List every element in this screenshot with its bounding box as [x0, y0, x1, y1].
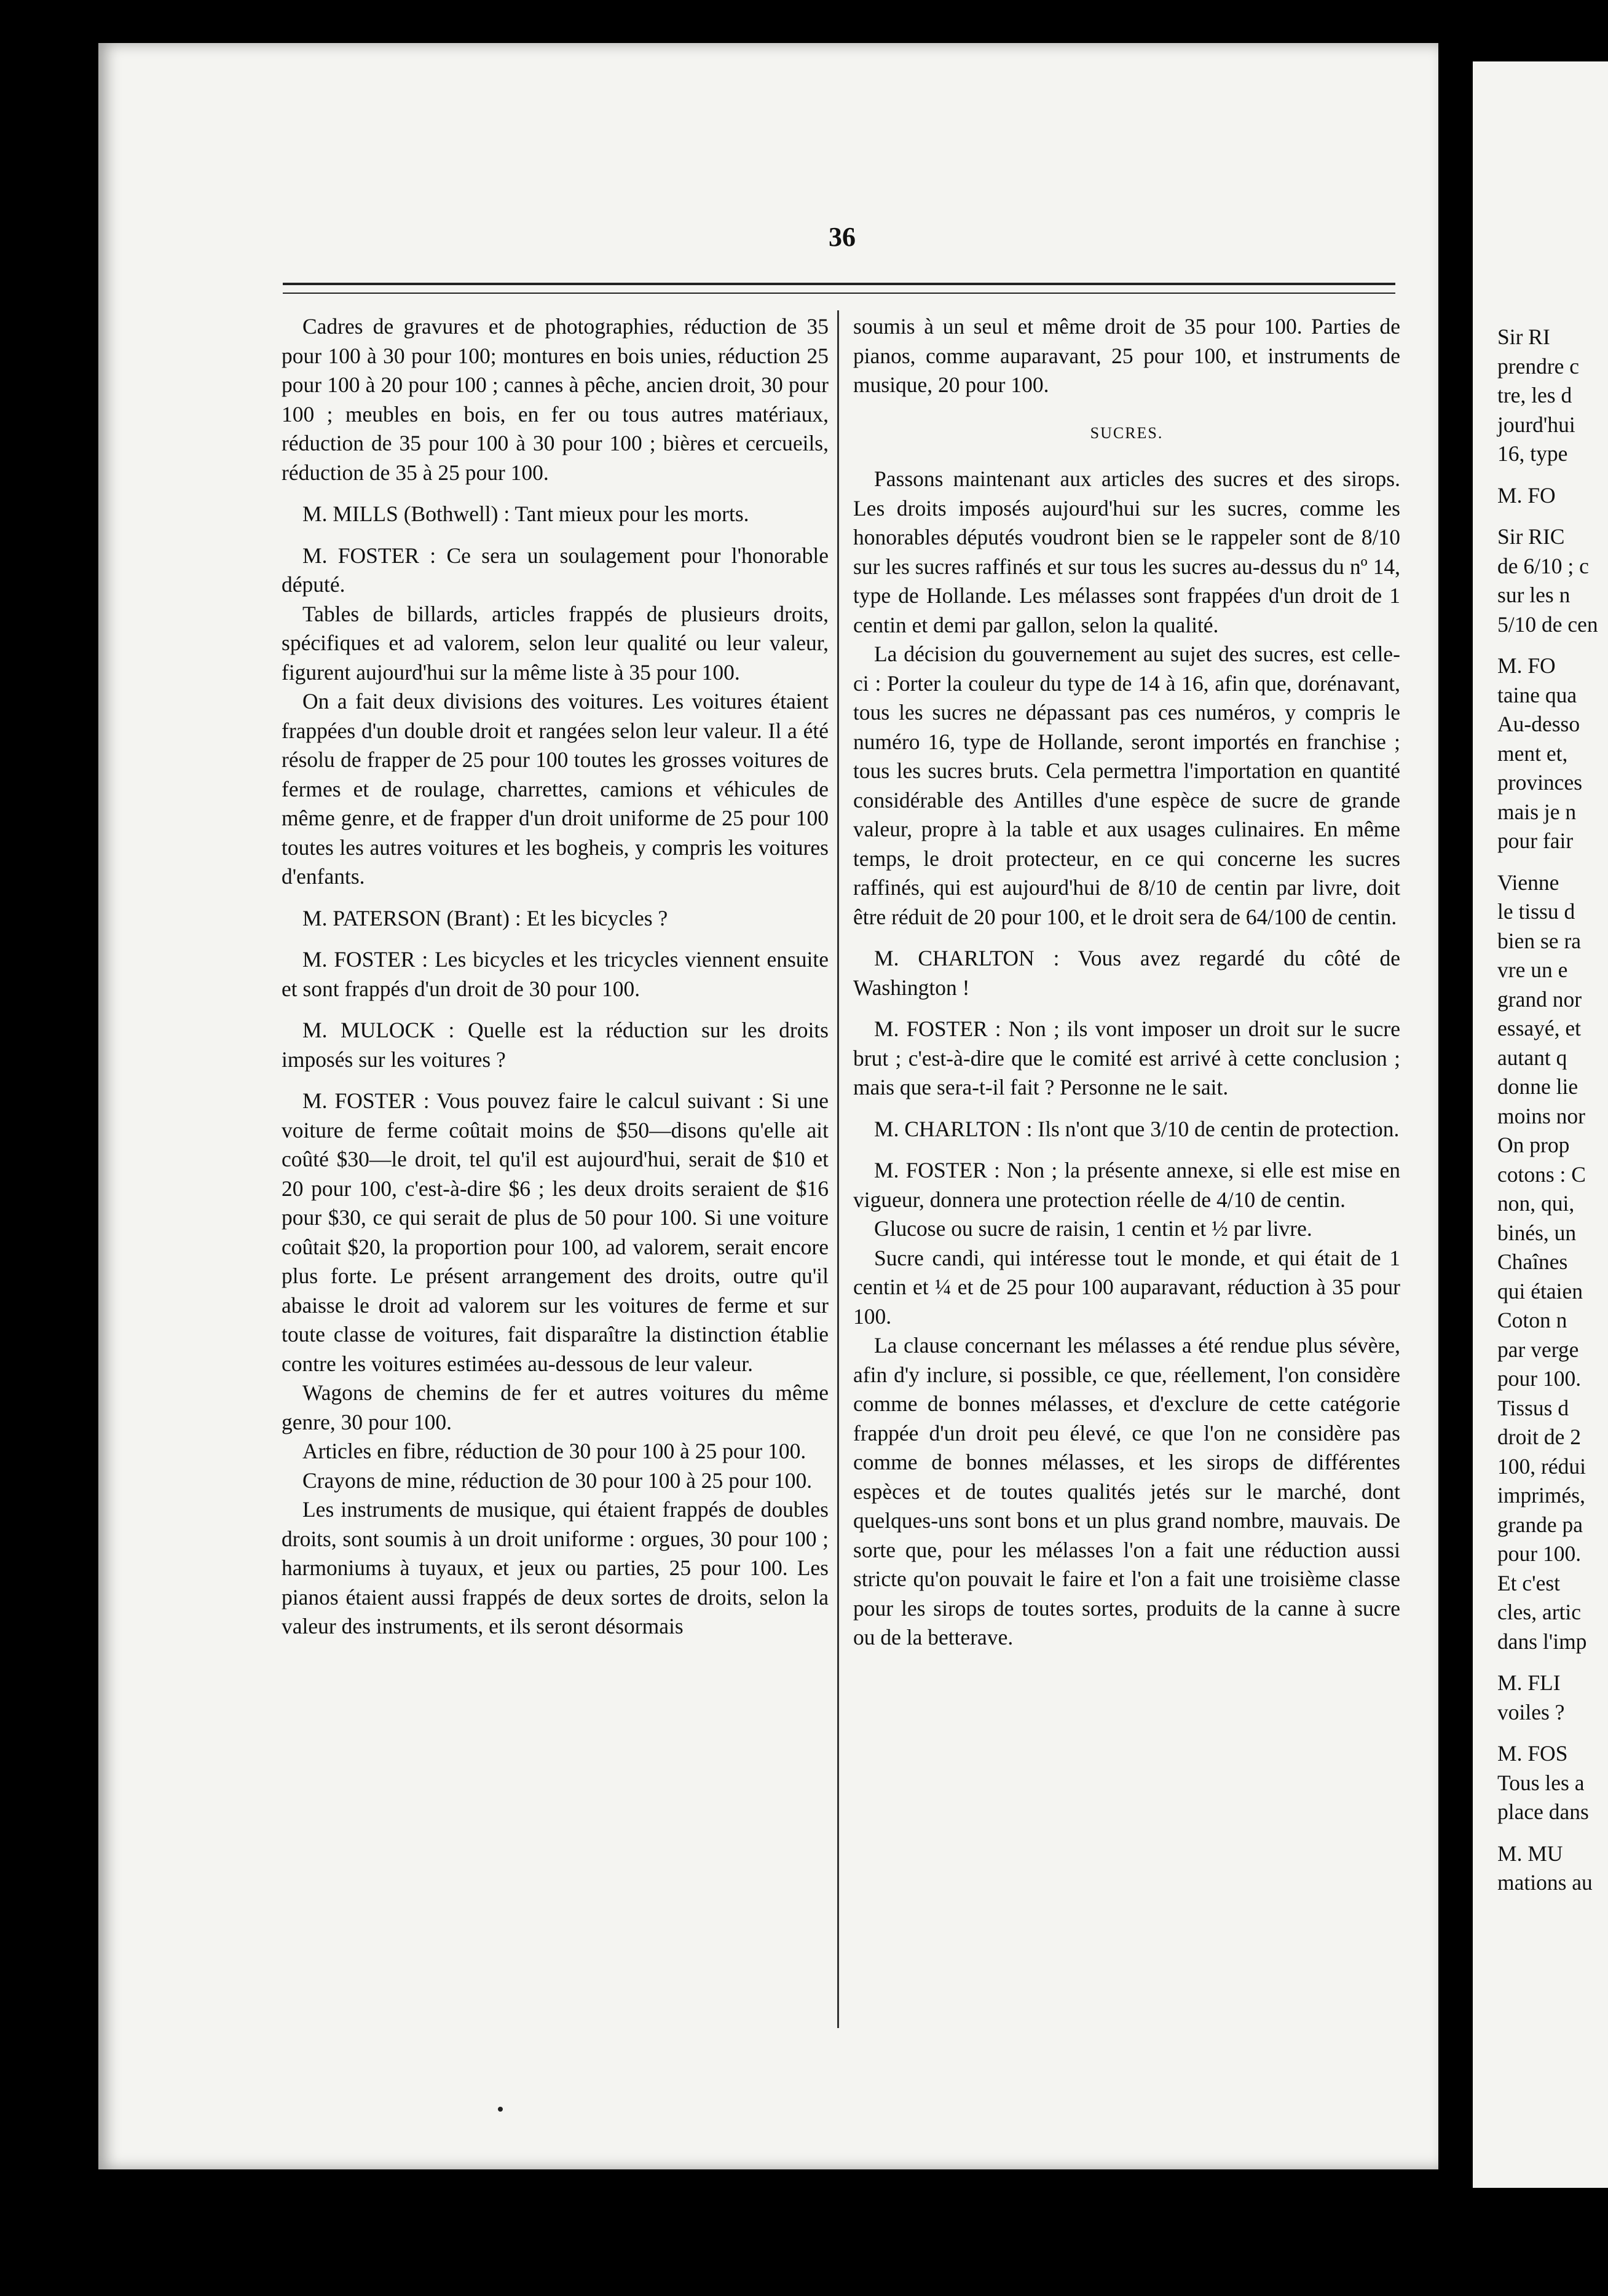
header-rule: [283, 283, 1395, 285]
fragment-line: jourd'hui: [1497, 412, 1575, 437]
fragment-line: Sir RIC: [1497, 524, 1565, 549]
page-number: 36: [829, 222, 856, 252]
fragment-line: Chaînes: [1497, 1249, 1568, 1274]
fragment-line: tre, les d: [1497, 383, 1572, 407]
fragment-line: le tissu d: [1497, 899, 1575, 924]
fragment-line: place dans: [1497, 1799, 1589, 1824]
fragment-line: moins nor: [1497, 1103, 1585, 1128]
fragment-line: Sir RI: [1497, 324, 1550, 349]
fragment-line: taine qua: [1497, 682, 1577, 707]
fragment-line: Coton n: [1497, 1308, 1567, 1332]
paragraph: La clause concernant les mélasses a été rendue plus sévère, afin d'y inclure, si possible, ce que, réellement, l'on considère comme de bonnes mélasses, et d'exclure de cette catégorie frappée d'un droit peu élevé, ce que l'on ne considère pas comme de bonnes mélasses, et les sirops de différentes espèces et de toutes qualités jetés sur le marché, dont quelques-uns sont bons et un plus grand nombre, mauvais. De sorte que, pour les mélasses l'on a fait une réduction aussi stricte qu'on pouvait le faire et l'on a fait une troisième classe pour les sirops de toutes sortes, produits de la canne à sucre ou de la betterave.: [853, 1333, 1400, 1649]
paragraph: Passons maintenant aux articles des sucres et des sirops. Les droits imposés aujourd'hui sur les sucres, comme les honorables députés voudront bien se le rappeler sont de 8/10 sur les sucres raffinés et sur tous les sucres au-dessus du nº 14, type de Hollande. Les mélasses sont frappées d'un droit de 1 centin et demi par gallon, selon la qualité.: [853, 466, 1400, 637]
paragraph: M. MILLS (Bothwell) : Tant mieux pour les morts.: [302, 501, 749, 526]
fragment-line: grande pa: [1497, 1512, 1583, 1537]
fragment-line: de 6/10 ; c: [1497, 553, 1589, 578]
fragment-line: vre un e: [1497, 957, 1568, 982]
column-divider: [837, 310, 839, 2028]
fragment-line: Au-desso: [1497, 712, 1580, 736]
paragraph: Crayons de mine, réduction de 30 pour 100 à 25 pour 100.: [302, 1468, 813, 1493]
fragment-line: essayé, et: [1497, 1016, 1582, 1040]
fragment-line: M. MU: [1497, 1841, 1563, 1866]
fragment-line: Tous les a: [1497, 1770, 1585, 1795]
fragment-line: qui étaien: [1497, 1278, 1583, 1303]
paragraph: Wagons de chemins de fer et autres voitures du même genre, 30 pour 100.: [282, 1380, 829, 1434]
paragraph: M. FOSTER : Non ; ils vont imposer un droit sur le sucre brut ; c'est-à-dire que le comité est arrivé à cette conclusion ; mais que sera-t-il fait ? Personne ne le sait.: [853, 1016, 1400, 1099]
fragment-line: cotons : C: [1497, 1162, 1586, 1187]
paragraph: Tables de billards, articles frappés de plusieurs droits, spécifiques et ad valorem, selon leur qualité ou leur valeur, figurent aujourd'hui sur la même liste à 35 pour 100.: [282, 601, 829, 685]
paragraph: Articles en fibre, réduction de 30 pour 100 à 25 pour 100.: [302, 1439, 806, 1463]
fragment-line: pour 100.: [1497, 1541, 1582, 1566]
next-page-fragment: [1473, 61, 1608, 2188]
fragment-line: sur les n: [1497, 583, 1571, 607]
fragment-line: non, qui,: [1497, 1191, 1575, 1216]
fragment-line: M. FO: [1497, 482, 1556, 508]
fragment-line: droit de 2: [1497, 1425, 1582, 1449]
fragment-line: M. FOS: [1497, 1741, 1568, 1766]
left-column: [282, 312, 829, 1641]
fragment-line: provinces: [1497, 770, 1583, 795]
paragraph: Glucose ou sucre de raisin, 1 centin et ½ par livre.: [874, 1216, 1312, 1241]
fragment-line: Vienne: [1497, 870, 1559, 895]
fragment-line: donne lie: [1497, 1074, 1578, 1099]
fragment-line: ment et,: [1497, 741, 1568, 766]
paragraph: On a fait deux divisions des voitures. Les voitures étaient frappées d'un double droit et rangées selon leur valeur. Il a été résolu de frapper de 25 pour 100 toutes les grosses voitures de fermes et de roulage, charrettes, camions et véhicules de même genre, et de frapper d'un droit uniforme de 25 pour 100 toutes les autres voitures et les bogheis, y compris les voitures d'enfants.: [282, 689, 829, 889]
fragment-line: mais je n: [1497, 799, 1577, 824]
paragraph: M. FOSTER : Vous pouvez faire le calcul suivant : Si une voiture de ferme coûtait moins de $50—disons qu'elle ait coûté $30—le droit, tel qu'il est aujourd'hui, serait de $10 et 20 pour 100, c'est-à-dire $6 ; les deux droits seraient de $16 pour $30, ce qui serait de plus de 50 pour 100. Si une voiture coûtait $20, la proportion pour 100, ad valorem, serait encore plus forte. Le présent arrangement des droits, outre qu'il abaisse le droit ad valorem sur les voitures de ferme et sur toute classe de voitures, fait disparaître la distinction établie contre les voitures estimées au-dessous de leur valeur.: [282, 1088, 829, 1376]
right-column: [853, 312, 1400, 1653]
fragment-line: pour fair: [1497, 828, 1574, 853]
fragment-line: prendre c: [1497, 353, 1580, 379]
fragment-line: autant q: [1497, 1045, 1567, 1070]
paragraph: M. CHARLTON : Ils n'ont que 3/10 de centin de protection.: [874, 1116, 1400, 1141]
fragment-line: mations au: [1497, 1870, 1593, 1895]
fragment-line: bien se ra: [1497, 928, 1582, 953]
paragraph: M. FOSTER : Non ; la présente annexe, si elle est mise en vigueur, donnera une protection réelle de 4/10 de centin.: [853, 1158, 1400, 1212]
paragraph: soumis à un seul et même droit de 35 pour 100. Parties de pianos, comme auparavant, 25 pour 100, et instruments de musique, 20 pour 100.: [853, 314, 1400, 397]
fragment-line: M. FLI: [1497, 1670, 1561, 1695]
fragment-line: dans l'imp: [1497, 1629, 1587, 1654]
fragment-line: par verge: [1497, 1337, 1579, 1362]
fragment-line: imprimés,: [1497, 1483, 1585, 1508]
paragraph: Cadres de gravures et de photographies, réduction de 35 pour 100 à 30 pour 100; montures en bois unies, réduction 25 pour 100 à 20 pour 100 ; cannes à pêche, ancien droit, 30 pour 100 ; meubles en bois, en fer ou tous autres matériaux, réduction de 35 pour 100 à 30 pour 100 ; bières et cercueils, réduction de 35 à 25 pour 100.: [282, 314, 829, 485]
fragment-line: On prop: [1497, 1133, 1570, 1157]
paragraph: M. MULOCK : Quelle est la réduction sur les droits imposés sur les voitures ?: [282, 1018, 829, 1072]
fragment-line: 100, rédui: [1497, 1453, 1586, 1479]
fragment-line: 16, type: [1497, 441, 1568, 466]
fragment-line: cles, artic: [1497, 1600, 1582, 1624]
paragraph: M. FOSTER : Ce sera un soulagement pour l'honorable député.: [282, 543, 829, 597]
paragraph: Sucre candi, qui intéresse tout le monde, et qui était de 1 centin et ¼ et de 25 pour 100 auparavant, réduction à 35 pour 100.: [853, 1245, 1400, 1329]
fragment-line: Et c'est: [1497, 1570, 1561, 1595]
header-rule-thin: [283, 293, 1395, 294]
next-page-text: [1497, 323, 1598, 1898]
fragment-line: binés, un: [1497, 1220, 1577, 1245]
page-mark: [498, 2107, 503, 2112]
section-heading: SUCRES.: [1090, 423, 1164, 442]
fragment-line: 5/10 de cen: [1497, 611, 1598, 637]
paragraph: Les instruments de musique, qui étaient frappés de doubles droits, sont soumis à un droit uniforme : orgues, 30 pour 100 ; harmoniums à tuyaux, et jeux ou parties, 25 pour 100. Les pianos étaient aussi frappés de deux sortes de droits, selon la valeur des instruments, et ils seront désormais: [282, 1497, 829, 1638]
fragment-line: voiles ?: [1497, 1699, 1565, 1724]
paragraph: M. PATERSON (Brant) : Et les bicycles ?: [302, 905, 668, 930]
paragraph: La décision du gouvernement au sujet des sucres, est celle-ci : Porter la couleur du type de 14 à 16, afin que, dorénavant, tous les sucres ne dépassant pas ces numéros, y compris le numéro 16, type de Hollande, seront importés en franchise ; tous les sucres bruts. Cela permettra l'importation en quantité considérable des Antilles d'une espèce de sucre de grande valeur, propre à la table et aux usages culinaires. En même temps, le droit protecteur, en ce qui concerne les sucres raffinés, qui est aujourd'hui de 8/10 de centin par livre, doit être réduit de 20 pour 100, et le droit sera de 64/100 de centin.: [853, 642, 1400, 929]
fragment-line: M. FO: [1497, 653, 1556, 678]
paragraph: M. FOSTER : Les bicycles et les tricycles viennent ensuite et sont frappés d'un droit de 30 pour 100.: [282, 947, 829, 1001]
fragment-line: grand nor: [1497, 986, 1582, 1012]
fragment-line: Tissus d: [1497, 1395, 1569, 1420]
paragraph: M. CHARLTON : Vous avez regardé du côté de Washington !: [853, 946, 1400, 1000]
fragment-line: pour 100.: [1497, 1366, 1582, 1391]
